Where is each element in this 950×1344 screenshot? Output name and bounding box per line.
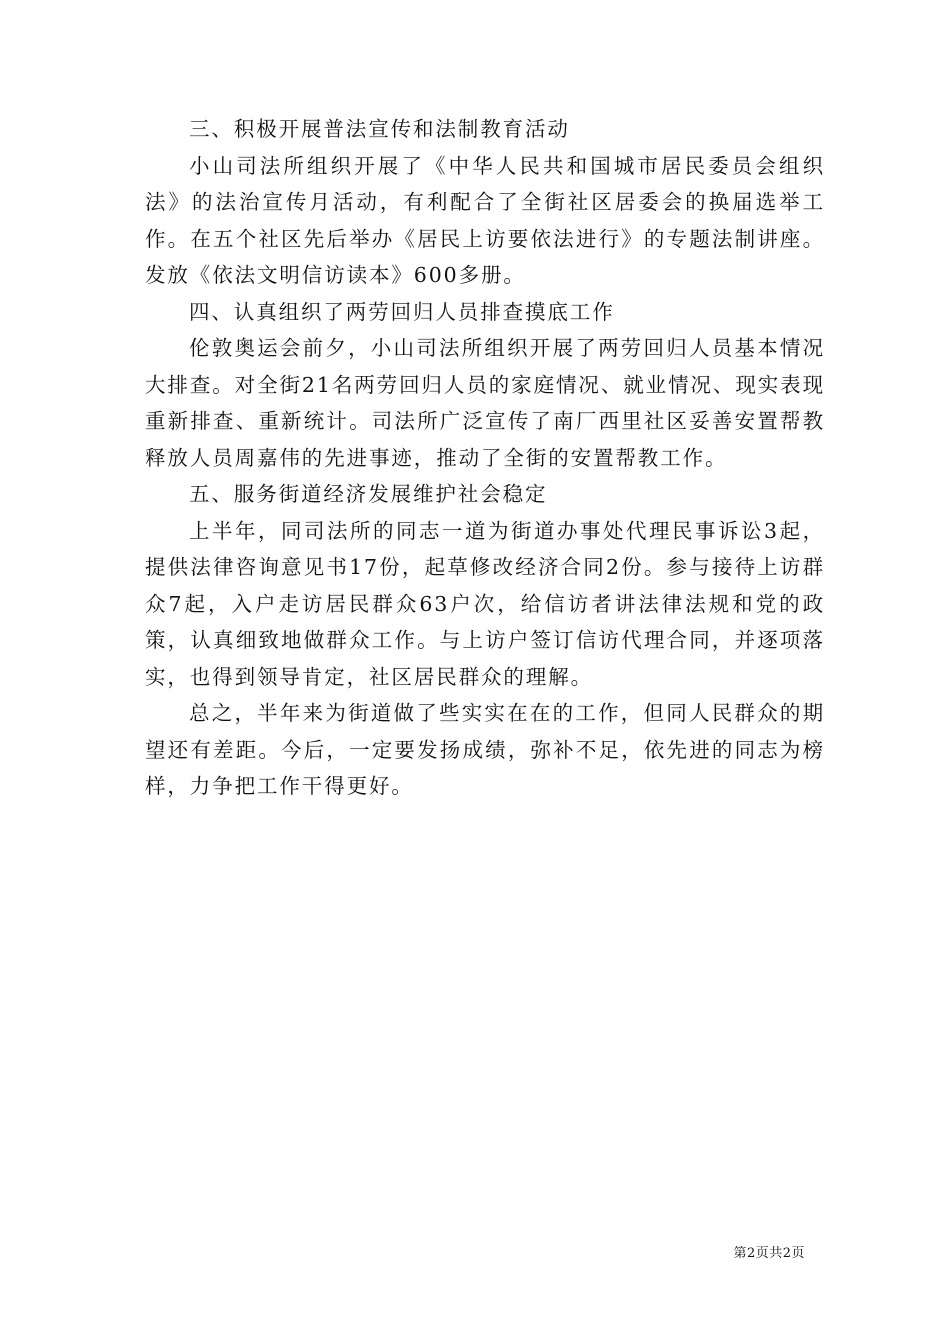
document-body [145, 111, 825, 805]
page-number-footer: 第2页共2页 [733, 1246, 805, 1261]
paragraph-reintegration-survey: 伦敦奥运会前夕，小山司法所组织开展了两劳回归人员基本情况大排查。对全街21名两劳回归人员的家庭情况、就业情况、现实表现重新排查、重新统计。司法所广泛宣传了南厂西里社区妥善安置帮教释放人员周嘉伟的先进事迹，推动了全街的安置帮教工作。 [145, 336, 825, 470]
paragraph-legal-services: 上半年，同司法所的同志一道为街道办事处代理民事诉讼3起，提供法律咨询意见书17份，起草修改经济合同2份。参与接待上访群众7起，入户走访居民群众63户次，给信访者讲法律法规和党的政策，认真细致地做群众工作。与上访户签订信访代理合同，并逐项落实，也得到领导肯定，社区居民群众的理解。 [145, 518, 825, 689]
section-heading-3: 三、积极开展普法宣传和法制教育活动 [189, 117, 570, 141]
section-heading-5: 五、服务街道经济发展维护社会稳定 [189, 482, 548, 506]
section-heading-4: 四、认真组织了两劳回归人员排查摸底工作 [189, 299, 615, 324]
paragraph-legal-publicity: 小山司法所组织开展了《中华人民共和国城市居民委员会组织法》的法治宣传月活动，有利配合了全街社区居委会的换届选举工作。在五个社区先后举办《居民上访要依法进行》的专题法制讲座。发放《依法文明信访读本》600多册。 [145, 153, 825, 287]
paragraph-conclusion: 总之，半年来为街道做了些实实在在的工作，但同人民群众的期望还有差距。今后，一定要发扬成绩，弥补不足，依先进的同志为榜样，力争把工作干得更好。 [145, 701, 825, 798]
